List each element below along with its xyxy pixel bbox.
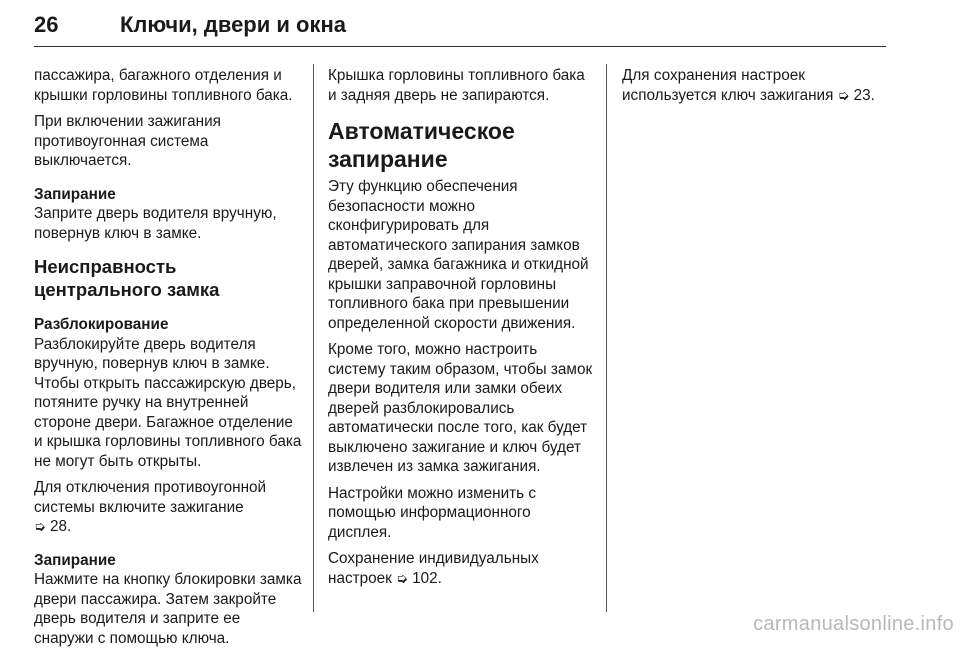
page-title: Ключи, двери и окна bbox=[120, 12, 346, 37]
page-reference-arrow-icon: ➭ bbox=[837, 86, 850, 103]
column-divider-1 bbox=[313, 64, 314, 612]
page-header bbox=[34, 10, 886, 50]
paragraph bbox=[34, 478, 302, 537]
page-reference-link[interactable]: 23. bbox=[853, 86, 875, 104]
subheading-locking: Запирание bbox=[34, 185, 116, 203]
subheading-unlocking: Разблокирование bbox=[34, 316, 169, 333]
paragraph: Настройки можно изменить с помощью информационного дисплея. bbox=[328, 484, 536, 541]
paragraph: Нажмите на кнопку блокировки замка двери пассажира. Затем закройте дверь водителя и заприте ее снаружи с помощью ключа. bbox=[34, 571, 302, 647]
paragraph: При включении зажигания противоугонная система выключается. bbox=[34, 113, 221, 169]
paragraph: пассажира, багажного отделения и крышки горловины топливного бака. bbox=[34, 67, 293, 104]
page-number: 26 bbox=[34, 12, 59, 37]
subheading-locking-2: Запирание bbox=[34, 551, 116, 569]
paragraph-text: Сохранение индивидуальных настроек bbox=[328, 550, 539, 587]
paragraph-text: Для отключения противоугонной системы включите зажигание bbox=[34, 479, 267, 516]
paragraph: Кроме того, можно настроить систему таким образом, чтобы замок двери водителя или замки обеих дверей разблокировались автоматически после того, как будет выключено зажигание и ключ будет извлечен из замка зажигания. bbox=[328, 341, 593, 475]
page-reference-arrow-icon: ➭ bbox=[396, 569, 408, 586]
column-2 bbox=[328, 66, 596, 595]
section-heading-auto-locking: Автоматическое запирание bbox=[328, 118, 515, 172]
paragraph: Эту функцию обеспечения безопасности можно сконфигурировать для автоматического запирания замков дверей, замка багажника и откидной крышки заправочной горловины топливного бака при превышении определенной скорости движения. bbox=[328, 178, 589, 332]
page-reference-arrow-icon: ➭ bbox=[34, 518, 46, 534]
paragraph: Заприте дверь водителя вручную, повернув ключ в замке. bbox=[34, 205, 277, 242]
watermark: carmanualsonline.info bbox=[753, 613, 954, 635]
paragraph: Крышка горловины топливного бака и задняя дверь не запираются. bbox=[328, 67, 585, 104]
paragraph-text: Для сохранения настроек используется ключ зажигания bbox=[622, 67, 834, 104]
paragraph bbox=[622, 66, 890, 105]
column-divider-2 bbox=[606, 64, 607, 612]
paragraph bbox=[328, 549, 596, 588]
column-3 bbox=[622, 66, 890, 112]
column-1 bbox=[34, 66, 302, 655]
page-reference-link[interactable]: 102. bbox=[412, 569, 442, 587]
page-reference-link[interactable]: 28. bbox=[49, 518, 72, 535]
paragraph: Разблокируйте дверь водителя вручную, повернув ключ в замке. Чтобы открыть пассажирскую дверь, потяните ручку на внутренней стороне двери. Багажное отделение и крышка горловины топливного бака не могут быть открыты. bbox=[34, 335, 302, 470]
header-divider bbox=[34, 46, 886, 47]
section-heading-central-lock-fault: Неисправность центрального замка bbox=[34, 256, 220, 300]
